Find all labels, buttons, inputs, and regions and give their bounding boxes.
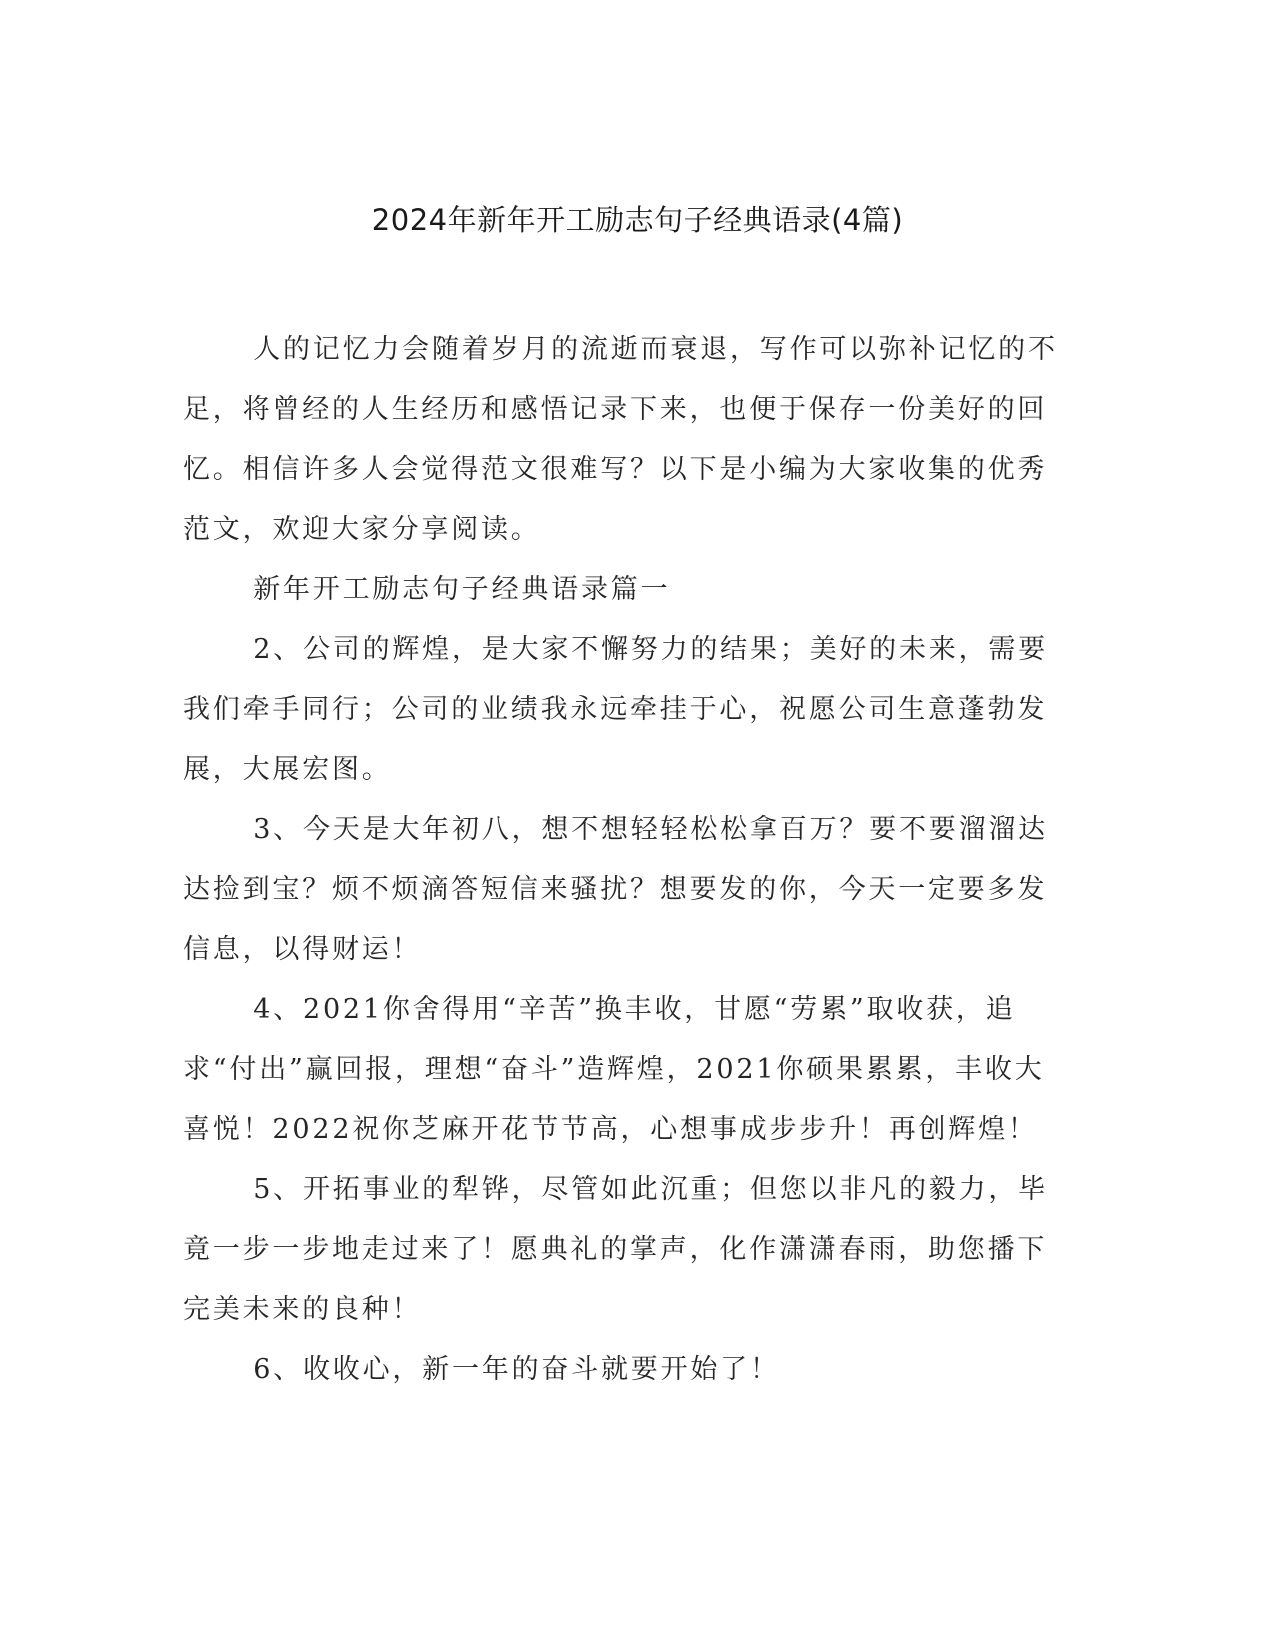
paragraph-item-5: 5、开拓事业的犁铧，尽管如此沉重；但您以非凡的毅力，毕竟一步一步地走过来了！愿典礼的掌声，化作潇潇春雨，助您播下完美未来的良种！ <box>183 1174 1048 1325</box>
document-body <box>183 320 1073 1400</box>
paragraph-item-6: 6、收收心，新一年的奋斗就要开始了！ <box>253 1354 780 1385</box>
paragraph-intro: 人的记忆力会随着岁月的流逝而衰退，写作可以弥补记忆的不足，将曾经的人生经历和感悟记录下来，也便于保存一份美好的回忆。相信许多人会觉得范文很难写？以下是小编为大家收集的优秀范文，欢迎大家分享阅读。 <box>183 334 1058 545</box>
paragraph-item-3: 3、今天是大年初八，想不想轻轻松松拿百万？要不要溜溜达达捡到宝？烦不烦滴答短信来骚扰？想要发的你，今天一定要多发信息，以得财运！ <box>183 814 1048 965</box>
paragraph-item-2: 2、公司的辉煌，是大家不懈努力的结果；美好的未来，需要我们牵手同行；公司的业绩我永远牵挂于心，祝愿公司生意蓬勃发展，大展宏图。 <box>183 634 1048 785</box>
document-title: 2024年新年开工励志句子经典语录(4篇) <box>371 203 904 237</box>
paragraph-item-4: 4、2021你舍得用“辛苦”换丰收，甘愿“劳累”取收获，追求“付出”赢回报，理想“奋斗”造辉煌，2021你硕果累累，丰收大喜悦！2022祝你芝麻开花节节高，心想事成步步升！再创辉煌！ <box>183 994 1045 1145</box>
section-heading: 新年开工励志句子经典语录篇一 <box>253 574 671 605</box>
